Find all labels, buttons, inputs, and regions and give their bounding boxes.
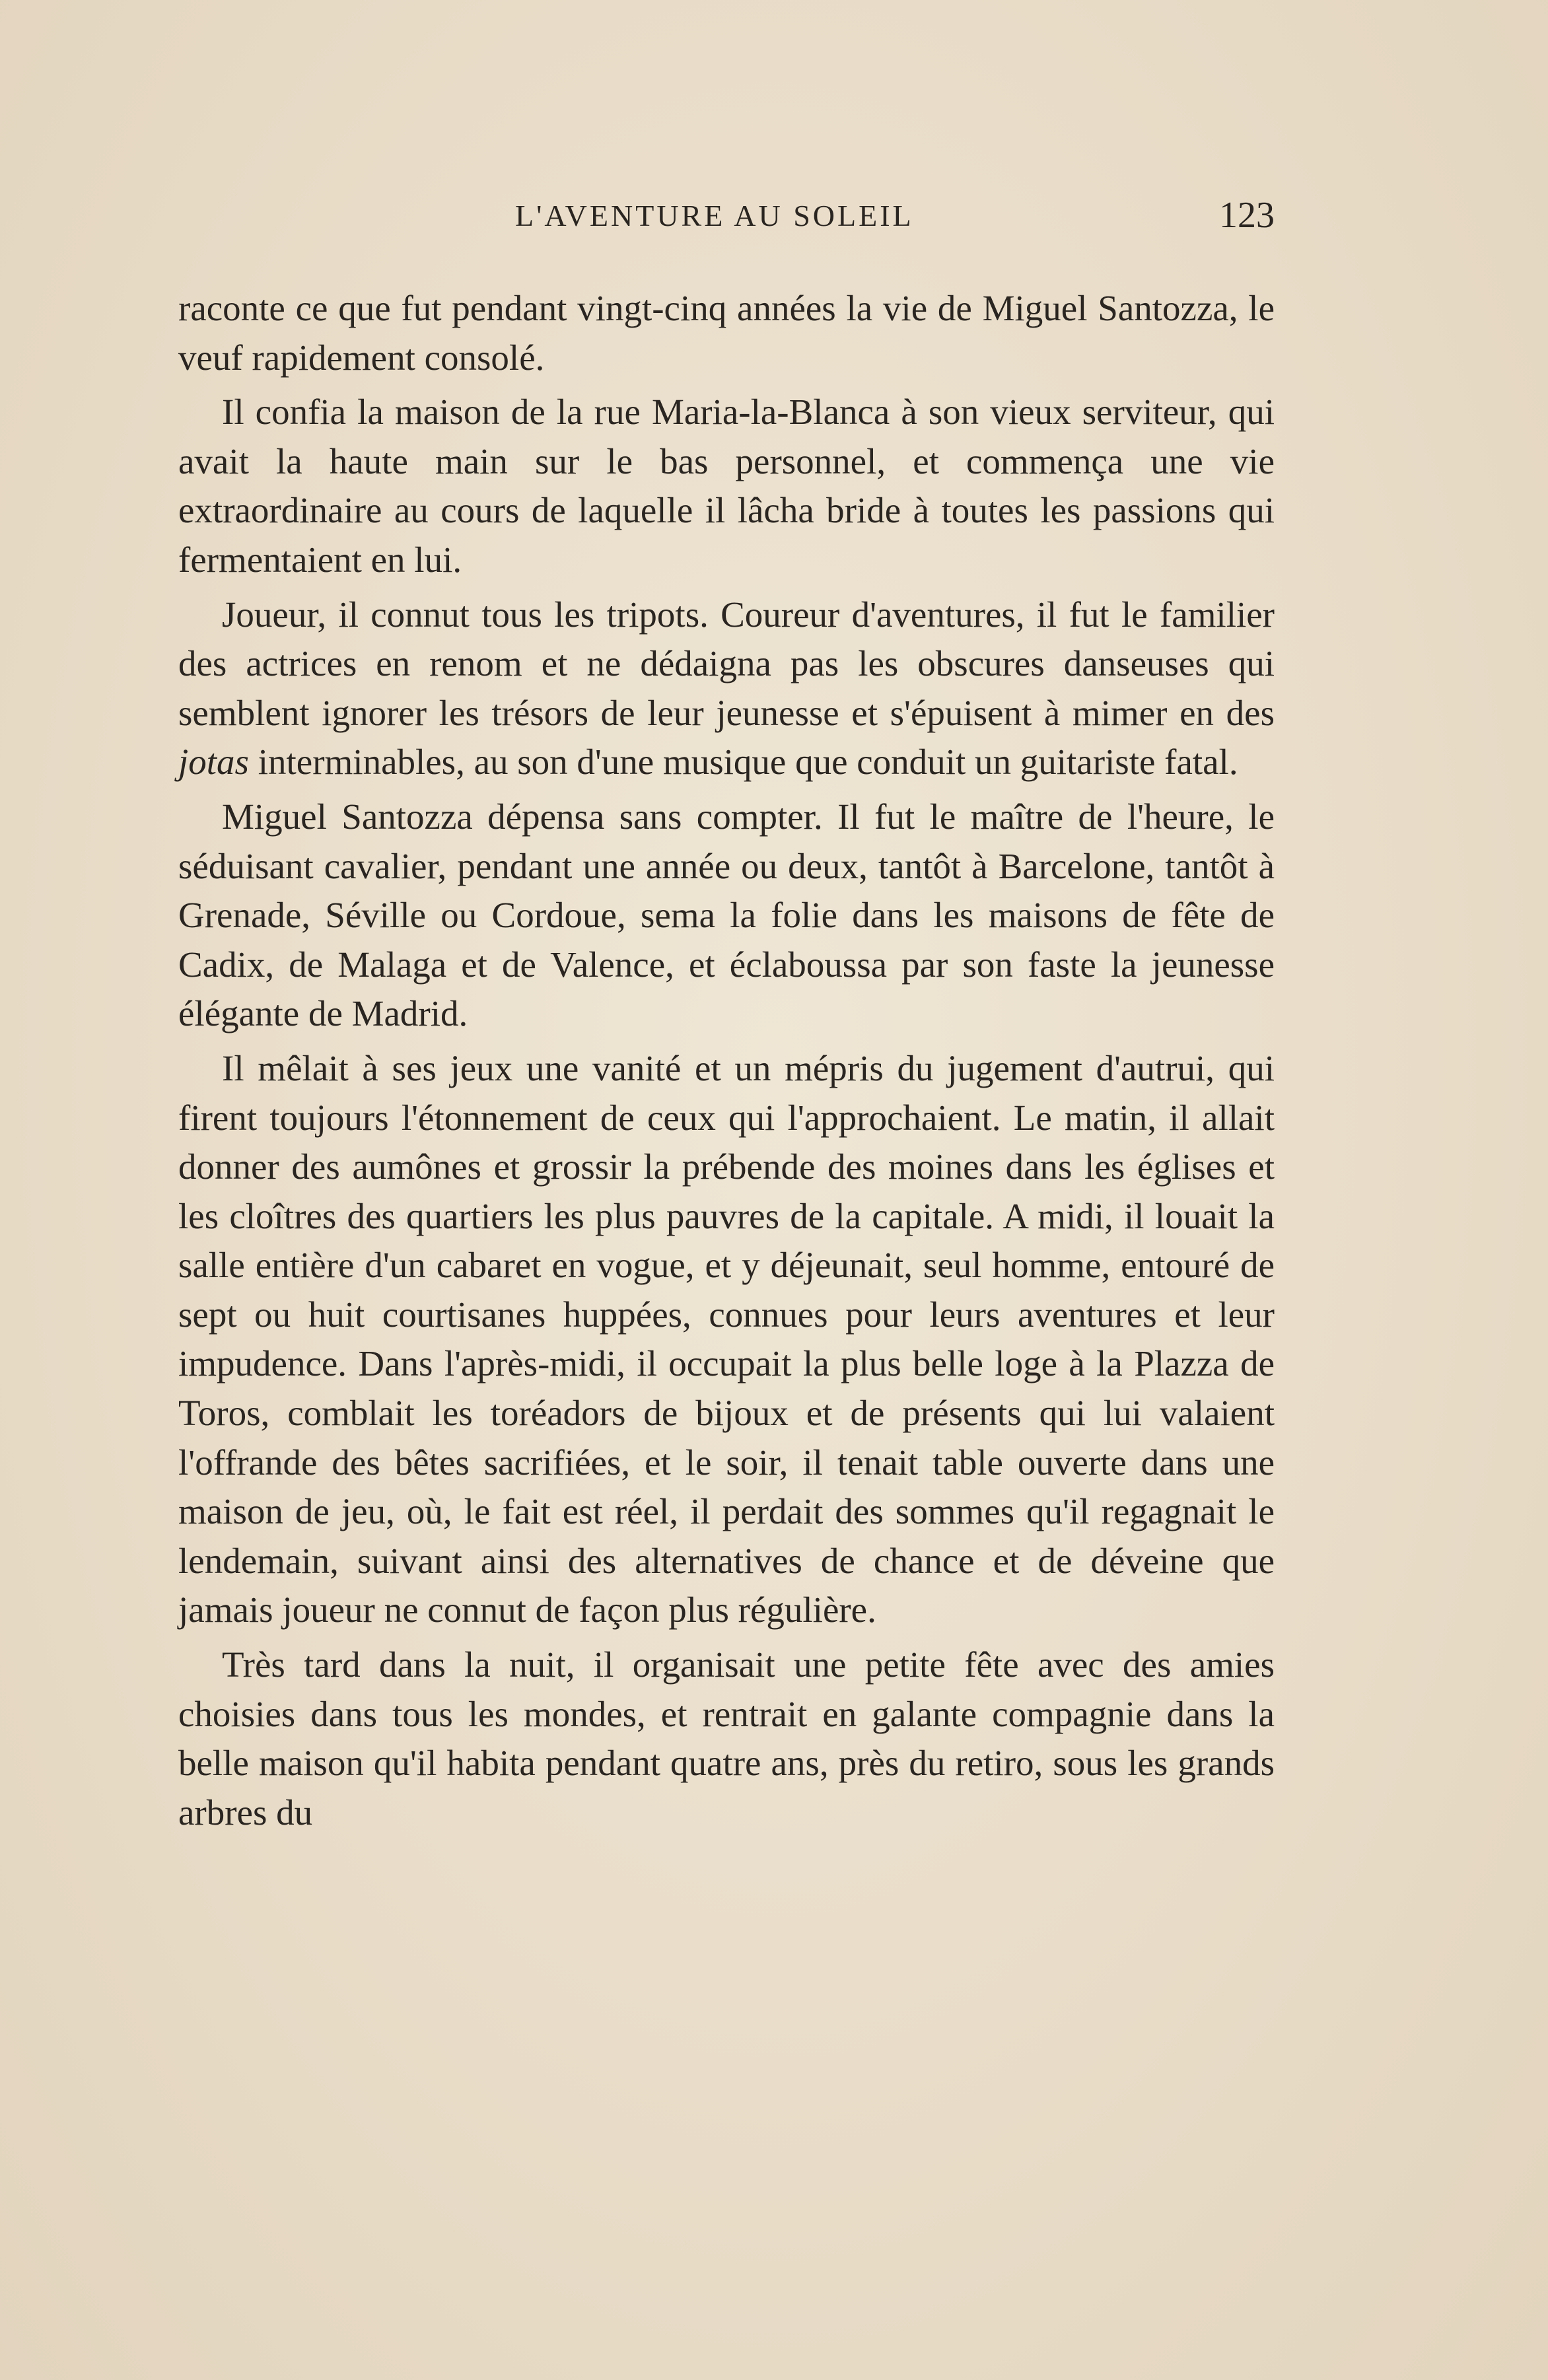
paragraph: Il mêlait à ses jeux une vanité et un mépris du jugement d'autrui, qui firent toujours l'étonnement de ceux qui l'approchaient. Le matin, il allait donner des aumônes et grossir la prébende des moines dans les églises et les cloîtres des quartiers les plus pauvres de la capitale. A midi, il louait la salle entière d'un cabaret en vogue, et y déjeunait, seul homme, entouré de sept ou huit courtisanes huppées, connues pour leurs aventures et leur impudence. Dans l'après-midi, il occupait la plus belle loge à la Plazza de Toros, comblait les toréadors de bijoux et de présents qui lui valaient l'offrande des bêtes sacrifiées, et le soir, il tenait table ouverte dans une maison de jeu, où, le fait est réel, il perdait des sommes qu'il regagnait le lendemain, suivant ainsi des alternatives de chance et de déveine que jamais joueur ne connut de façon plus régulière.: [178, 1047, 1275, 1630]
body-text: [178, 284, 1275, 1837]
page-number: 123: [1219, 195, 1275, 236]
paragraph: raconte ce que fut pendant vingt-cinq années la vie de Miguel Santozza, le veuf rapidement consolé.: [178, 288, 1275, 378]
running-title: L'AVENTURE AU SOLEIL: [515, 199, 914, 232]
paragraph-text: Joueur, il connut tous les tripots. Coureur d'aventures, il fut le familier des actrices en renom et ne dédaigna pas les obscures danseuses qui semblent ignorer les trésors de leur jeunesse et s'épuisent à mimer en des: [178, 594, 1275, 733]
paragraph: Il confia la maison de la rue Maria-la-Blanca à son vieux serviteur, qui avait la haute main sur le bas personnel, et commença une vie extraordinaire au cours de laquelle il lâcha bride à toutes les passions qui fermentaient en lui.: [178, 392, 1275, 580]
page-header: [178, 195, 1275, 244]
paragraph: Miguel Santozza dépensa sans compter. Il fut le maître de l'heure, le séduisant cavalier, pendant une année ou deux, tantôt à Barcelone, tantôt à Grenade, Séville ou Cordoue, sema la folie dans les maisons de fête de Cadix, de Malaga et de Valence, et éclaboussa par son faste la jeunesse élégante de Madrid.: [178, 796, 1275, 1034]
italic-term: jotas: [178, 742, 249, 783]
paragraph-text: interminables, au son d'une musique que conduit un guitariste fatal.: [248, 742, 1238, 783]
paragraph: Très tard dans la nuit, il organisait une petite fête avec des amies choisies dans tous les mondes, et rentrait en galante compagnie dans la belle maison qu'il habita pendant quatre ans, près du retiro, sous les grands arbres du: [178, 1644, 1275, 1833]
paragraph: [178, 590, 1275, 787]
